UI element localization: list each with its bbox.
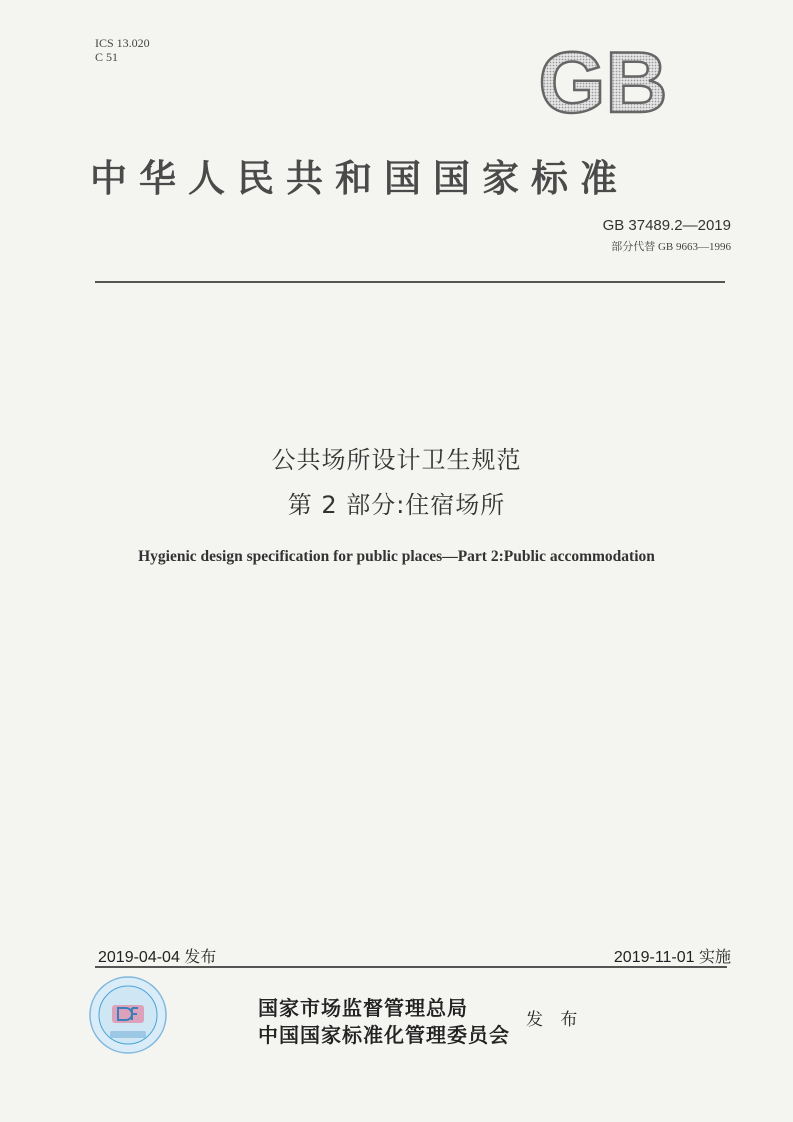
footer-divider bbox=[95, 966, 727, 968]
title-english: Hygienic design specification for public places—Part 2:Public accommodation bbox=[138, 548, 655, 565]
implement-date: 2019-11-01 实施 bbox=[613, 949, 731, 966]
classification-codes bbox=[95, 36, 150, 64]
gb-logo bbox=[528, 40, 678, 122]
issuer-sac: 中国国家标准化管理委员会 bbox=[258, 1023, 510, 1047]
header-divider bbox=[95, 281, 725, 283]
ccs-code: C 51 bbox=[95, 50, 119, 64]
ics-code: ICS 13.020 bbox=[95, 36, 150, 50]
svg-text:GB: GB bbox=[538, 40, 668, 122]
national-standard-title: 中华人民共和国国家标准 bbox=[90, 157, 629, 200]
anti-counterfeit-seal-icon bbox=[88, 975, 168, 1055]
title-chinese-line1: 公共场所设计卫生规范 bbox=[271, 446, 522, 474]
publish-date: 2019-04-04 发布 bbox=[98, 949, 217, 966]
title-chinese-line2: 第 2 部分:住宿场所 bbox=[287, 491, 506, 519]
replaces-note: 部分代替 GB 9663—1996 bbox=[611, 241, 731, 253]
standard-number: GB 37489.2—2019 bbox=[602, 217, 731, 234]
issuer-samr: 国家市场监督管理总局 bbox=[258, 996, 468, 1020]
issue-label: 发 布 bbox=[526, 1010, 584, 1030]
